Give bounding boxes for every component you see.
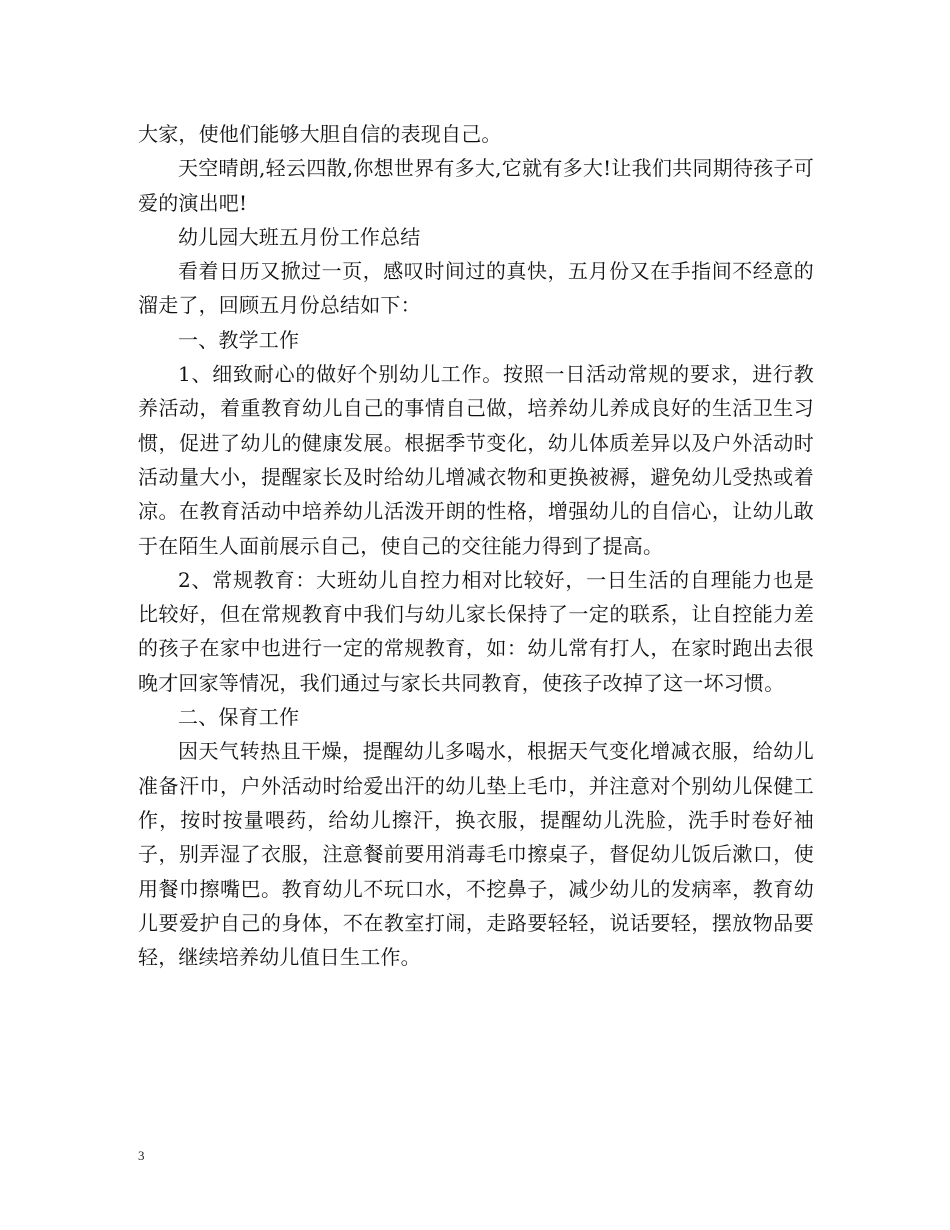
paragraph-continuation: 大家，使他们能够大胆自信的表现自己。 bbox=[138, 122, 502, 146]
paragraph-wish: 天空晴朗,轻云四散,你想世界有多大,它就有多大!让我们共同期待孩子可爱的演出吧! bbox=[138, 156, 814, 215]
page-number: 3 bbox=[138, 1148, 145, 1163]
paragraph-care-work: 因天气转热且干燥，提醒幼儿多喝水，根据天气变化增减衣服，给幼儿准备汗巾，户外活动时给爱出汗的幼儿垫上毛巾，并注意对个别幼儿保健工作，按时按量喂药，给幼儿擦汗，换衣服，提醒幼儿洗脸，洗手时卷好袖子，别弄湿了衣服，注意餐前要用消毒毛巾擦桌子，督促幼儿饭后漱口，使用餐巾擦嘴巴。教育幼儿不玩口水，不挖鼻子，减少幼儿的发病率，教育幼儿要爱护自己的身体，不在教室打闹，走路要轻轻，说话要轻，摆放物品要轻，继续培养幼儿值日生工作。 bbox=[138, 739, 814, 970]
section-title: 幼儿园大班五月份工作总结 bbox=[178, 224, 421, 249]
heading-care-work: 二、保育工作 bbox=[178, 705, 300, 730]
paragraph-teaching-item-1: 1、细致耐心的做好个别幼儿工作。按照一日活动常规的要求，进行教养活动，着重教育幼儿自己的事情自己做，培养幼儿养成良好的生活卫生习惯，促进了幼儿的健康发展。根据季节变化，幼儿体质差异以及户外活动时活动量大小，提醒家长及时给幼儿增减衣物和更换被褥，避免幼儿受热或着凉。在教育活动中培养幼儿活泼开朗的性格，增强幼儿的自信心，让幼儿敢于在陌生人面前展示自己，使自己的交往能力得到了提高。 bbox=[138, 362, 814, 558]
paragraph-intro: 看着日历又掀过一页，感叹时间过的真快，五月份又在手指间不经意的溜走了，回顾五月份总结如下： bbox=[138, 259, 814, 318]
heading-teaching-work: 一、教学工作 bbox=[178, 327, 300, 352]
document-body bbox=[138, 117, 814, 974]
paragraph-teaching-item-2: 2、常规教育：大班幼儿自控力相对比较好，一日生活的自理能力也是比较好，但在常规教育中我们与幼儿家长保持了一定的联系，让自控能力差的孩子在家中也进行一定的常规教育，如：幼儿常有打人，在家时跑出去很晚才回家等情况，我们通过与家长共同教育，使孩子改掉了这一坏习惯。 bbox=[138, 567, 814, 695]
